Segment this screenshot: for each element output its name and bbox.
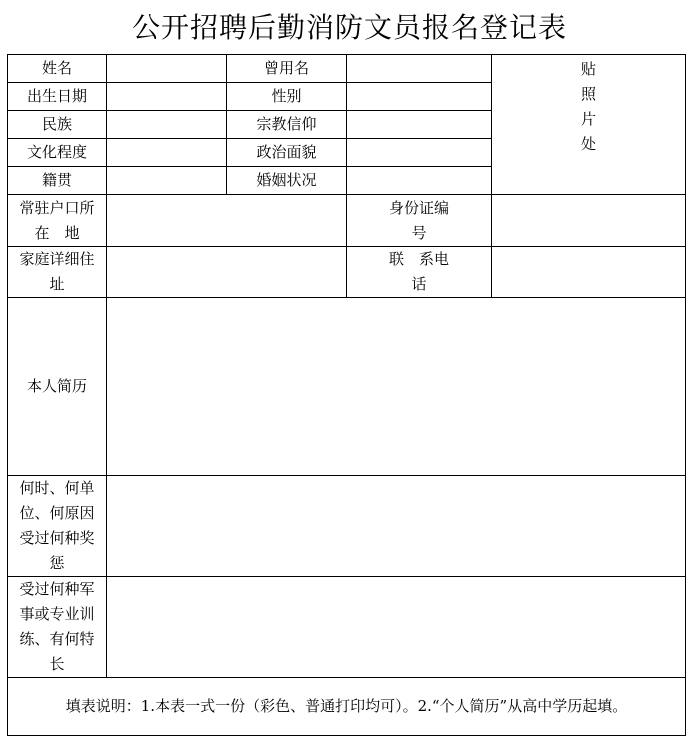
birth-date-label: 出生日期: [8, 83, 107, 111]
resume-label: 本人简历: [8, 298, 107, 476]
photo-area[interactable]: [492, 55, 686, 195]
ethnicity-label: 民族: [8, 111, 107, 139]
native-place-label: 籍贯: [8, 167, 107, 195]
religion-label: 宗教信仰: [227, 111, 347, 139]
instructions-note: 填表说明：1.本表一式一份（彩色、普通打印均可）。2.“个人简历”从高中学历起填。: [8, 678, 686, 736]
awards-field[interactable]: [107, 476, 686, 577]
phone-label: 联 系电 话: [347, 247, 492, 298]
training-field[interactable]: [107, 577, 686, 678]
form-title: 公开招聘后勤消防文员报名登记表: [131, 11, 567, 44]
residence-label: 常驻户口所在 地: [8, 195, 107, 247]
native-place-field[interactable]: [107, 167, 227, 195]
home-address-field[interactable]: [107, 247, 347, 298]
resume-field[interactable]: [107, 298, 686, 476]
religion-field[interactable]: [347, 111, 492, 139]
marital-status-label: 婚姻状况: [227, 167, 347, 195]
residence-field[interactable]: [107, 195, 347, 247]
former-name-field[interactable]: [347, 55, 492, 83]
id-number-field[interactable]: [492, 195, 686, 247]
photo-label: 贴照片处: [580, 59, 596, 153]
registration-form: [7, 54, 686, 736]
ethnicity-field[interactable]: [107, 111, 227, 139]
political-status-label: 政治面貌: [227, 139, 347, 167]
phone-field[interactable]: [492, 247, 686, 298]
education-field[interactable]: [107, 139, 227, 167]
name-label: 姓名: [8, 55, 107, 83]
id-number-label: 身份证编 号: [347, 195, 492, 247]
gender-field[interactable]: [347, 83, 492, 111]
awards-label: 何时、何单位、何原因受过何种奖惩: [8, 476, 107, 577]
name-field[interactable]: [107, 55, 227, 83]
education-label: 文化程度: [8, 139, 107, 167]
birth-date-field[interactable]: [107, 83, 227, 111]
training-label: 受过何种军事或专业训练、有何特长: [8, 577, 107, 678]
former-name-label: 曾用名: [227, 55, 347, 83]
marital-status-field[interactable]: [347, 167, 492, 195]
home-address-label: 家庭详细住 址: [8, 247, 107, 298]
political-status-field[interactable]: [347, 139, 492, 167]
gender-label: 性别: [227, 83, 347, 111]
